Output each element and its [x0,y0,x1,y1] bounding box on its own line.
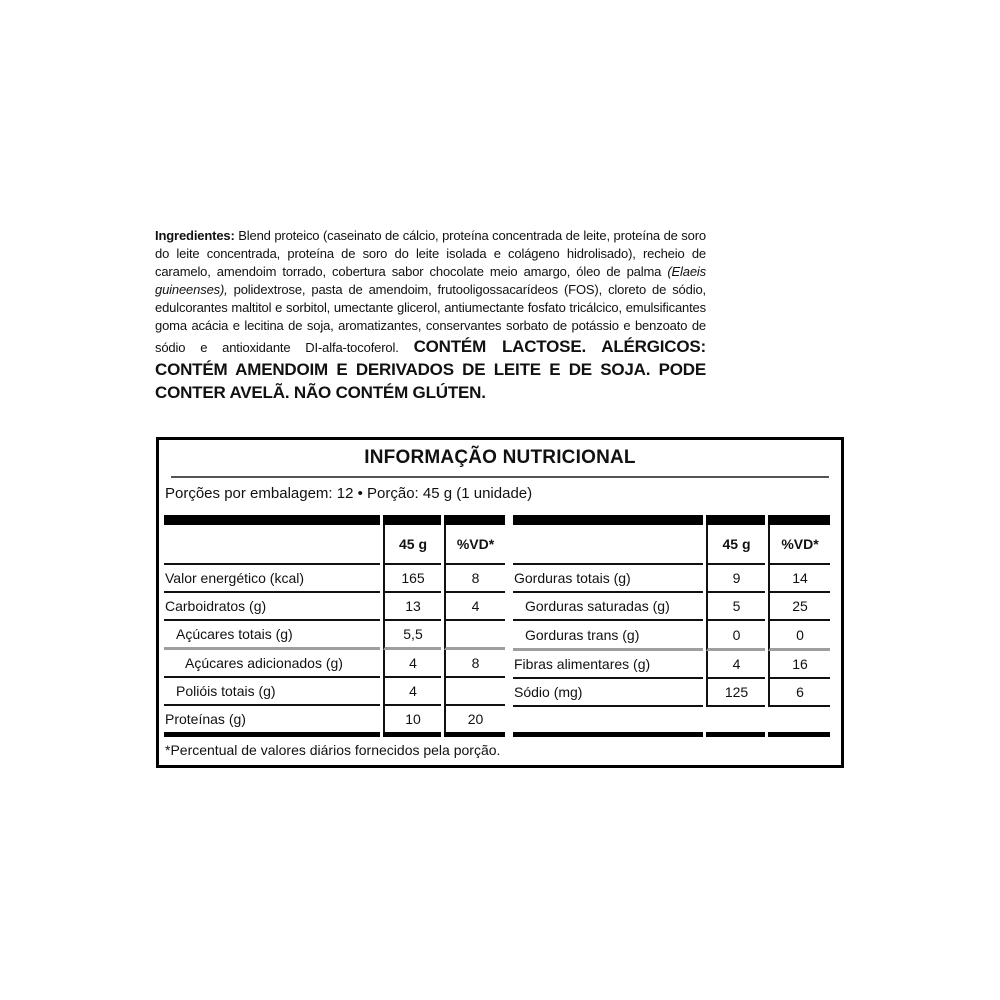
table-row [164,593,505,621]
dv-value: 14 [768,565,830,593]
bar-segment [164,732,380,737]
amount-value: 5 [706,593,765,621]
dv-value [444,621,505,650]
table-top-bar [164,515,505,525]
servings-line: Porções por embalagem: 12 • Porção: 45 g (1 unidade) [165,485,533,502]
nutrient-label: Gorduras totais (g) [513,565,703,593]
ingredients-text-1: Blend proteico (caseinato de cálcio, proteína concentrada de leite, proteína de soro do leite concentrada, proteína de soro do leite isolada e colágeno hidrolisado), recheio de caramelo, amendoim torrado, cobertura sabor chocolate meio amargo, óleo de palma [155,228,706,279]
nutrient-label: Gorduras trans (g) [513,621,703,650]
amount-value: 4 [383,678,441,706]
nutrient-label: Açúcares adicionados (g) [164,650,380,678]
dv-value: 0 [768,621,830,650]
nutrient-label: Gorduras saturadas (g) [513,593,703,621]
dv-value [444,678,505,706]
ingredients-species-italic: (Elaeis guineenses), [155,264,706,297]
bar-segment [383,732,441,737]
dv-value: 8 [444,565,505,593]
bar-segment [383,515,441,525]
bar-segment [706,732,765,737]
ingredients-text-2: polidextrose, pasta de amendoim, frutooligossacarídeos (FOS), cloreto de sódio, edulcorantes maltitol e sorbitol, umectante glicerol, antiumectante fosfato tricálcico, emulsificantes goma acácia e lecitina de soja, aromatizantes, conservantes sorbato de potássio e benzoato de sódio e antioxidante DI-alfa-tocoferol. [155,282,706,355]
title-divider [171,476,829,478]
dv-footnote: *Percentual de valores diários fornecidos pela porção. [165,742,501,758]
amount-value: 0 [706,621,765,650]
bar-segment [706,515,765,525]
table-header-row [164,525,505,565]
amount-value: 13 [383,593,441,621]
bar-segment [444,515,505,525]
header-spacer-cell [513,525,703,565]
table-row [513,621,830,650]
table-row [164,565,505,593]
nutrition-table-right [510,515,833,737]
spacer-cell [706,707,765,732]
dv-value: 20 [444,706,505,732]
table-row [164,621,505,650]
table-row [164,706,505,732]
amount-column-header: 45 g [383,525,441,565]
amount-value: 5,5 [383,621,441,650]
spacer-cell [513,707,703,732]
nutrient-label: Polióis totais (g) [164,678,380,706]
bar-segment [768,515,830,525]
nutrient-label: Sódio (mg) [513,679,703,707]
amount-value: 10 [383,706,441,732]
table-top-bar [513,515,830,525]
amount-value: 125 [706,679,765,707]
nutrient-label: Valor energético (kcal) [164,565,380,593]
table-spacer-row [513,707,830,732]
amount-column-header: 45 g [706,525,765,565]
dv-column-header: %VD* [768,525,830,565]
allergen-statement: CONTÉM LACTOSE. ALÉRGICOS: CONTÉM AMENDOIM E DERIVADOS DE LEITE E DE SOJA. PODE CONTER AVELÃ. NÃO CONTÉM GLÚTEN. [155,337,706,402]
nutrition-facts-panel [156,437,844,768]
nutrition-title: INFORMAÇÃO NUTRICIONAL [364,447,636,468]
dv-value: 25 [768,593,830,621]
ingredients-paragraph [155,227,706,404]
nutrient-label: Fibras alimentares (g) [513,651,703,679]
table-bottom-bar [164,732,505,737]
table-row [513,679,830,707]
table-row [513,651,830,679]
table-row [164,678,505,706]
amount-value: 165 [383,565,441,593]
amount-value: 4 [706,651,765,679]
nutrition-tables [161,515,841,737]
table-bottom-bar [513,732,830,737]
dv-value: 16 [768,651,830,679]
dv-value: 4 [444,593,505,621]
dv-column-header: %VD* [444,525,505,565]
table-header-row [513,525,830,565]
dv-value: 8 [444,650,505,678]
table-row [513,565,830,593]
nutrition-table-left [161,515,508,737]
dv-value: 6 [768,679,830,707]
bar-segment [444,732,505,737]
header-spacer-cell [164,525,380,565]
bar-segment [164,515,380,525]
nutrient-label: Proteínas (g) [165,711,246,727]
table-row [164,650,505,678]
bar-segment [513,732,703,737]
nutrient-label: Açúcares totais (g) [164,621,380,650]
spacer-cell [768,707,830,732]
amount-value: 4 [383,650,441,678]
bar-segment [768,732,830,737]
amount-value: 9 [706,565,765,593]
table-row [513,593,830,621]
nutrient-label: Carboidratos (g) [164,593,380,621]
bar-segment [513,515,703,525]
ingredients-label: Ingredientes: [155,228,235,243]
